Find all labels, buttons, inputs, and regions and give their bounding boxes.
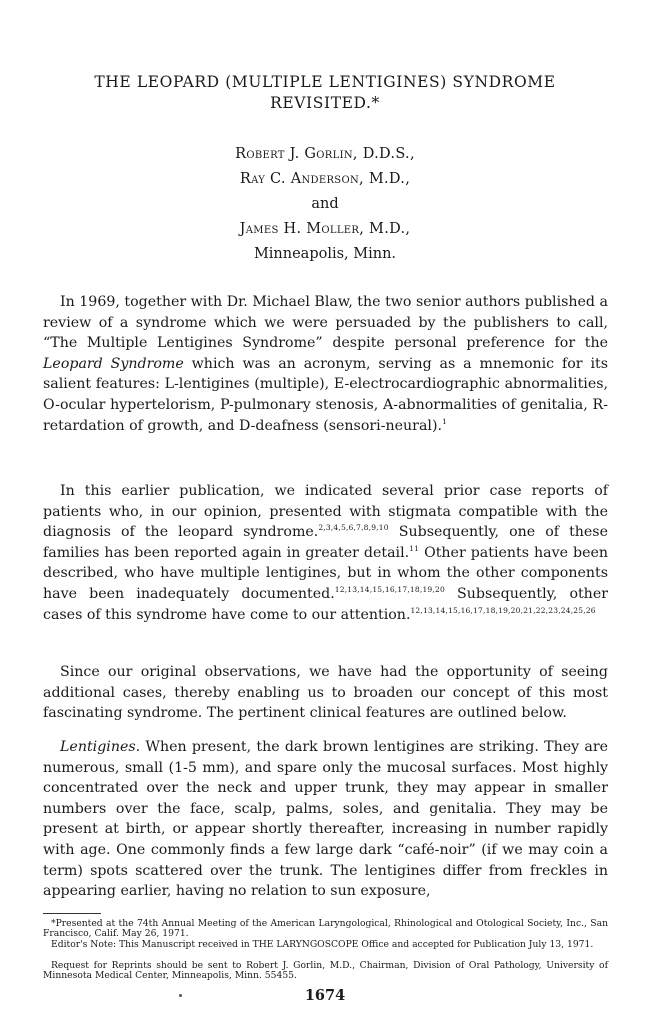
leopard-syndrome-emphasis: Leopard Syndrome (43, 355, 184, 372)
title-line-2: REVISITED.* (270, 94, 380, 112)
author-conjunction: and (311, 196, 339, 212)
paragraph-prior-text-a: In this earlier publication, we indicated several prior case reports of patients who, in our opinion, presented with stigmata compatible with the diagnosis of the leopard syndrome. (43, 483, 608, 541)
citation-2-10: 2,3,4,5,6,7,8,9,10 (318, 523, 389, 533)
footnote-editors-note: Editor's Note: This Manuscript received in THE LARYNGOSCOPE Office and accepted for Publication July 13, 1971. (51, 939, 594, 950)
article-title (40, 72, 610, 114)
page-number: 1674 (304, 987, 346, 1004)
paragraph-prior-text-b: Subsequently, one of these families has been reported again in greater detail. (43, 524, 608, 561)
author-moller: James H. Moller, M.D., (239, 221, 411, 237)
author-location: Minneapolis, Minn. (253, 246, 397, 262)
footnote-presented: *Presented at the 74th Annual Meeting of the American Laryngological, Rhinological and Otological Society, Inc., San Francisco, Calif. May 26, 1971. (43, 918, 608, 940)
author-block (0, 142, 650, 267)
footnote-reprints: Request for Reprints should be sent to Robert J. Gorlin, M.D., Chairman, Division of Oral Pathology, University of Minnesota Medical Center, Minneapolis, Minn. 55455. (43, 960, 608, 982)
paragraph-prior-text-d: Subsequently, other cases of this syndrome have come to our attention. (43, 585, 608, 623)
footnote-divider (43, 913, 101, 914)
paragraph-intro-text-a: In 1969, together with Dr. Michael Blaw, the two senior authors published a review of a syndrome which we were persuaded by the publishers to call, “The Multiple Lentigines Syndrome” despite personal preference for the (43, 294, 608, 352)
title-line-1: THE LEOPARD (MULTIPLE LENTIGINES) SYNDROME (94, 73, 556, 91)
citation-11: 11 (409, 543, 420, 553)
paragraph-intro (43, 292, 608, 436)
citation-12-26: 12,13,14,15,16,17,18,19,20,21,22,23,24,25,26 (410, 605, 596, 615)
author-gorlin: Robert J. Gorlin, D.D.S., (235, 146, 415, 162)
paragraph-prior-text-c: Other patients have been described, who have multiple lentigines, but in whom the other components have been inadequately documented. (43, 544, 608, 602)
paragraph-prior-reports (43, 481, 608, 625)
paragraph-lentigines (43, 737, 608, 902)
citation-12-20: 12,13,14,15,16,17,18,19,20 (334, 584, 445, 594)
citation-1: 1 (442, 416, 447, 426)
paragraph-lentigines-text: When present, the dark brown lentigines are striking. They are numerous, small (1-5 mm), and spare only the mucosal surfaces. Most highly concentrated over the neck and upper trunk, they may appear in smaller numbers over the face, scalp, palms, soles, and genitalia. They may be present at birth, or appear shortly thereafter, increasing in number rapidly with age. One commonly finds a few large dark “café-noir” (if we may coin a term) spots scattered over the trunk. The lentigines differ from freckles in appearing earlier, having no relation to sun exposure, (43, 739, 608, 900)
paragraph-observations: Since our original observations, we have had the opportunity of seeing additional cases, thereby enabling us to broaden our concept of this most fascinating syndrome. The pertinent clinical features are outlined below. (43, 664, 608, 722)
lentigines-heading: Lentigines. (60, 739, 141, 755)
paragraph-intro-text-b: which was an acronym, serving as a mnemonic for its salient features: L-lentigines (multiple), E-electrocardiographic abnormalities, O-ocular hypertelorism, P-pulmonary stenosis, A-abnormalities of genitalia, R-retardation of growth, and D-deafness (sensori-neural). (43, 355, 608, 434)
author-anderson: Ray C. Anderson, M.D., (239, 171, 411, 187)
